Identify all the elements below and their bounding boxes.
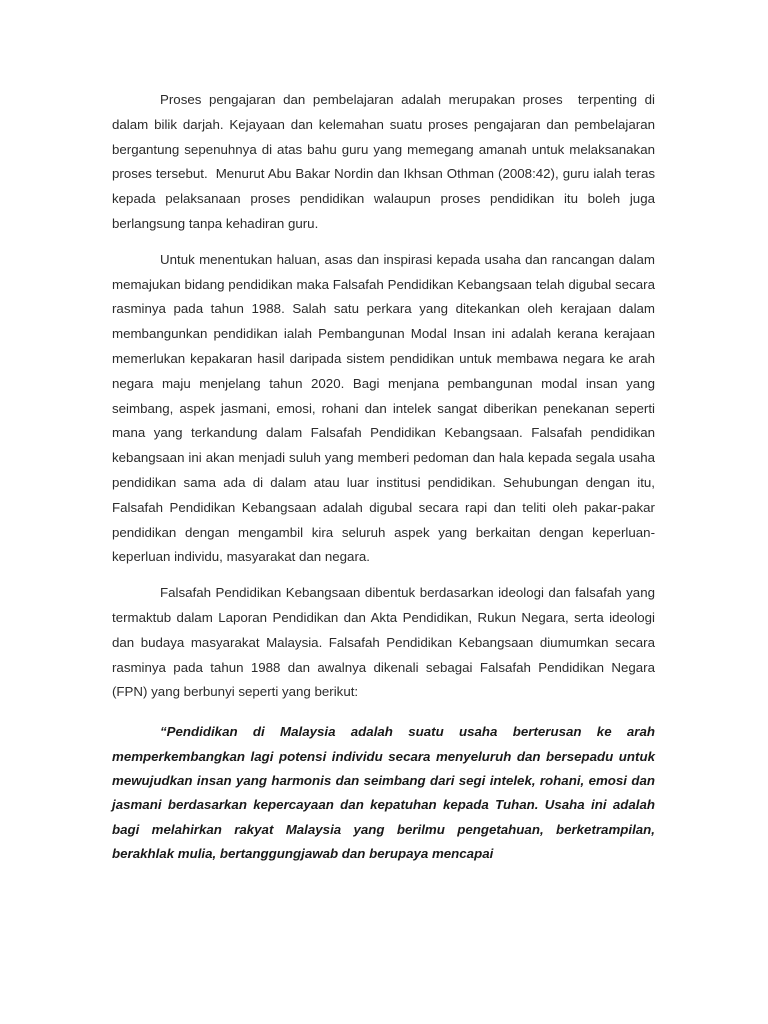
document-page [112, 88, 659, 867]
paragraph-2: Untuk menentukan haluan, asas dan inspirasi kepada usaha dan rancangan dalam memajukan bidang pendidikan maka Falsafah Pendidikan Kebangsaan telah digubal secara rasminya pada tahun 1988. Salah satu perkara yang ditekankan oleh kerajaan dalam membangunkan pendidikan ialah Pembangunan Modal Insan ini adalah kerana kerajaan memerlukan kepakaran hasil daripada sistem pendidikan untuk membawa negara ke arah negara maju menjelang tahun 2020. Bagi menjana pembangunan modal insan yang seimbang, aspek jasmani, emosi, rohani dan intelek sangat diberikan penekanan seperti mana yang terkandung dalam Falsafah Pendidikan Kebangsaan. Falsafah pendidikan kebangsaan ini akan menjadi suluh yang memberi pedoman dan hala kepada segala usaha pendidikan sama ada di dalam atau luar institusi pendidikan. Sehubungan dengan itu, Falsafah Pendidikan Kebangsaan adalah digubal secara rapi dan teliti oleh pakar-pakar pendidikan dengan mengambil kira seluruh aspek yang berkaitan dengan keperluan-keperluan individu, masyarakat dan negara. [112, 251, 659, 565]
paragraph-1: Proses pengajaran dan pembelajaran adalah merupakan proses terpenting di dalam bilik darjah. Kejayaan dan kelemahan suatu proses pengajaran dan pembelajaran bergantung sepenuhnya di atas bahu guru yang memegang amanah untuk melaksanakan proses tersebut. Menurut Abu Bakar Nordin dan Ikhsan Othman (2008:42), guru ialah teras kepada pelaksanaan proses pendidikan walaupun proses pendidikan itu boleh juga berlangsung tanpa kehadiran guru. [112, 92, 659, 231]
fpn-quote: “Pendidikan di Malaysia adalah suatu usaha berterusan ke arah memperkembangkan lagi potensi individu secara menyeluruh dan bersepadu untuk mewujudkan insan yang harmonis dan seimbang dari segi intelek, rohani, emosi dan jasmani berdasarkan kepercayaan dan kepatuhan kepada Tuhan. Usaha ini adalah bagi melahirkan rakyat Malaysia yang berilmu pengetahuan, berketrampilan, berakhlak mulia, bertanggungjawab dan berupaya mencapai [112, 724, 655, 862]
paragraph-3: Falsafah Pendidikan Kebangsaan dibentuk berdasarkan ideologi dan falsafah yang termaktub dalam Laporan Pendidikan dan Akta Pendidikan, Rukun Negara, serta ideologi dan budaya masyarakat Malaysia. Falsafah Pendidikan Kebangsaan diumumkan secara rasminya pada tahun 1988 dan awalnya dikenali sebagai Falsafah Pendidikan Negara (FPN) yang berbunyi seperti yang berikut: [112, 585, 659, 700]
